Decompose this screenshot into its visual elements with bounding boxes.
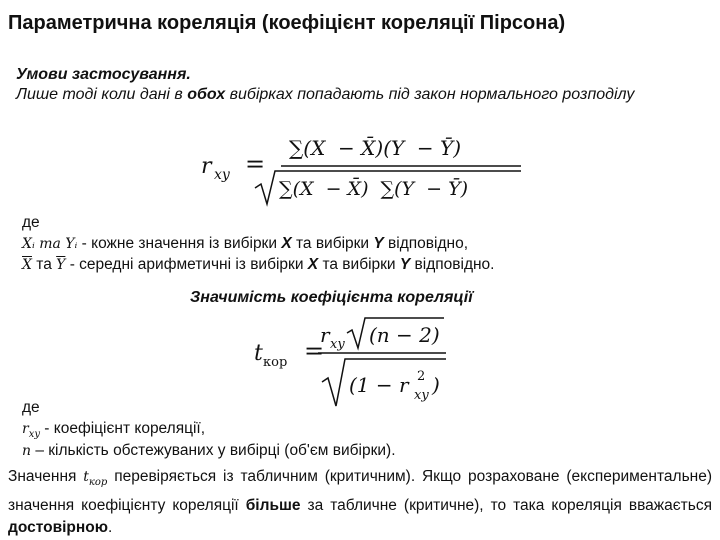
- page-title: Параметрична кореляція (коефіцієнт кореляції Пірсона): [8, 12, 566, 34]
- conclusion-text: перевіряється із табличним (критичним). Якщо розраховане (експериментальне) значення коефіцієнту кореляції: [8, 468, 712, 514]
- legend1-text: відповідно,: [383, 235, 469, 252]
- legend2-text: - коефіцієнт кореляції,: [40, 420, 206, 437]
- conclusion-t: t: [83, 469, 89, 485]
- legend1-y: Y: [399, 256, 411, 273]
- legend1-line1: [22, 235, 468, 253]
- t-lhs: t: [254, 341, 263, 366]
- legend2-r-subscript: xy: [28, 429, 40, 441]
- t-formula: [248, 312, 458, 412]
- r-lhs: r: [201, 154, 212, 179]
- legend1-text: та: [31, 256, 57, 273]
- t-numerator-subscript: xy: [330, 337, 345, 352]
- r-equals: =: [245, 150, 266, 178]
- significance-heading: Значимість коефіцієнта кореляції: [190, 289, 473, 306]
- legend1-xbar: $\overline{X}$: [22, 257, 32, 273]
- conclusion-t-subscript: кор: [88, 477, 108, 489]
- legend2-text: – кількість обстежуваних у вибірці (об'єм вибірки).: [31, 442, 396, 459]
- legend1-vars: Xᵢ та Yᵢ: [22, 236, 78, 252]
- legend1-x: X: [281, 235, 292, 252]
- legend1-text: відповідно.: [410, 256, 495, 273]
- conclusion-bold-more: більше: [245, 496, 301, 514]
- t-denominator-subscript: xy: [414, 388, 429, 403]
- conditions-text-part: вибірках попадають під закон нормального розподілу: [225, 86, 635, 103]
- legend2-r: r: [22, 421, 29, 437]
- r-denominator: ∑(X − X̄) ∑(Y − Ȳ): [279, 178, 469, 200]
- legend2-n: n: [22, 443, 32, 459]
- conditions-text-part: Лише тоді коли дані в: [16, 86, 188, 103]
- conditions-bold-word: обох: [187, 86, 226, 103]
- legend1-x: X: [307, 256, 319, 273]
- conclusion-text: .: [107, 519, 113, 537]
- conclusion-bold-reliable: достовірною: [8, 519, 108, 537]
- r-numerator: ∑(X − X̄)(Y − Ȳ): [289, 136, 462, 160]
- legend1-text: та вибірки: [291, 235, 374, 252]
- conditions-heading: Умови застосування.: [16, 66, 191, 83]
- legend2-line1: [22, 420, 205, 440]
- conditions-text: [16, 86, 634, 104]
- legend1-text: та вибірки: [318, 256, 400, 273]
- legend1-de: де: [22, 214, 40, 231]
- t-denominator-close: ): [432, 373, 440, 397]
- conclusion-text: за табличне (критичне), то така кореляція вважається: [300, 496, 712, 514]
- legend1-text: - кожне значення із вибірки: [77, 235, 282, 252]
- t-denominator: (1 − r: [349, 373, 409, 397]
- legend1-line2: [22, 256, 495, 274]
- t-denominator-superscript: 2: [417, 369, 426, 384]
- t-equals: =: [304, 337, 325, 365]
- t-numerator-root-content: (n − 2): [369, 323, 440, 347]
- conclusion-text: Значення: [8, 468, 84, 485]
- legend1-text: - середні арифметичні із вибірки: [65, 256, 308, 273]
- conclusion-paragraph: [8, 466, 712, 540]
- t-lhs-subscript: кор: [263, 355, 288, 370]
- legend2-line2: [22, 442, 396, 460]
- r-lhs-subscript: xy: [214, 167, 230, 183]
- legend2-de: де: [22, 399, 40, 416]
- legend1-y: Y: [373, 235, 384, 252]
- pearson-formula: [195, 128, 535, 210]
- legend1-ybar: $\overline{Y}$: [56, 257, 66, 273]
- t-numerator-r: r: [320, 323, 330, 347]
